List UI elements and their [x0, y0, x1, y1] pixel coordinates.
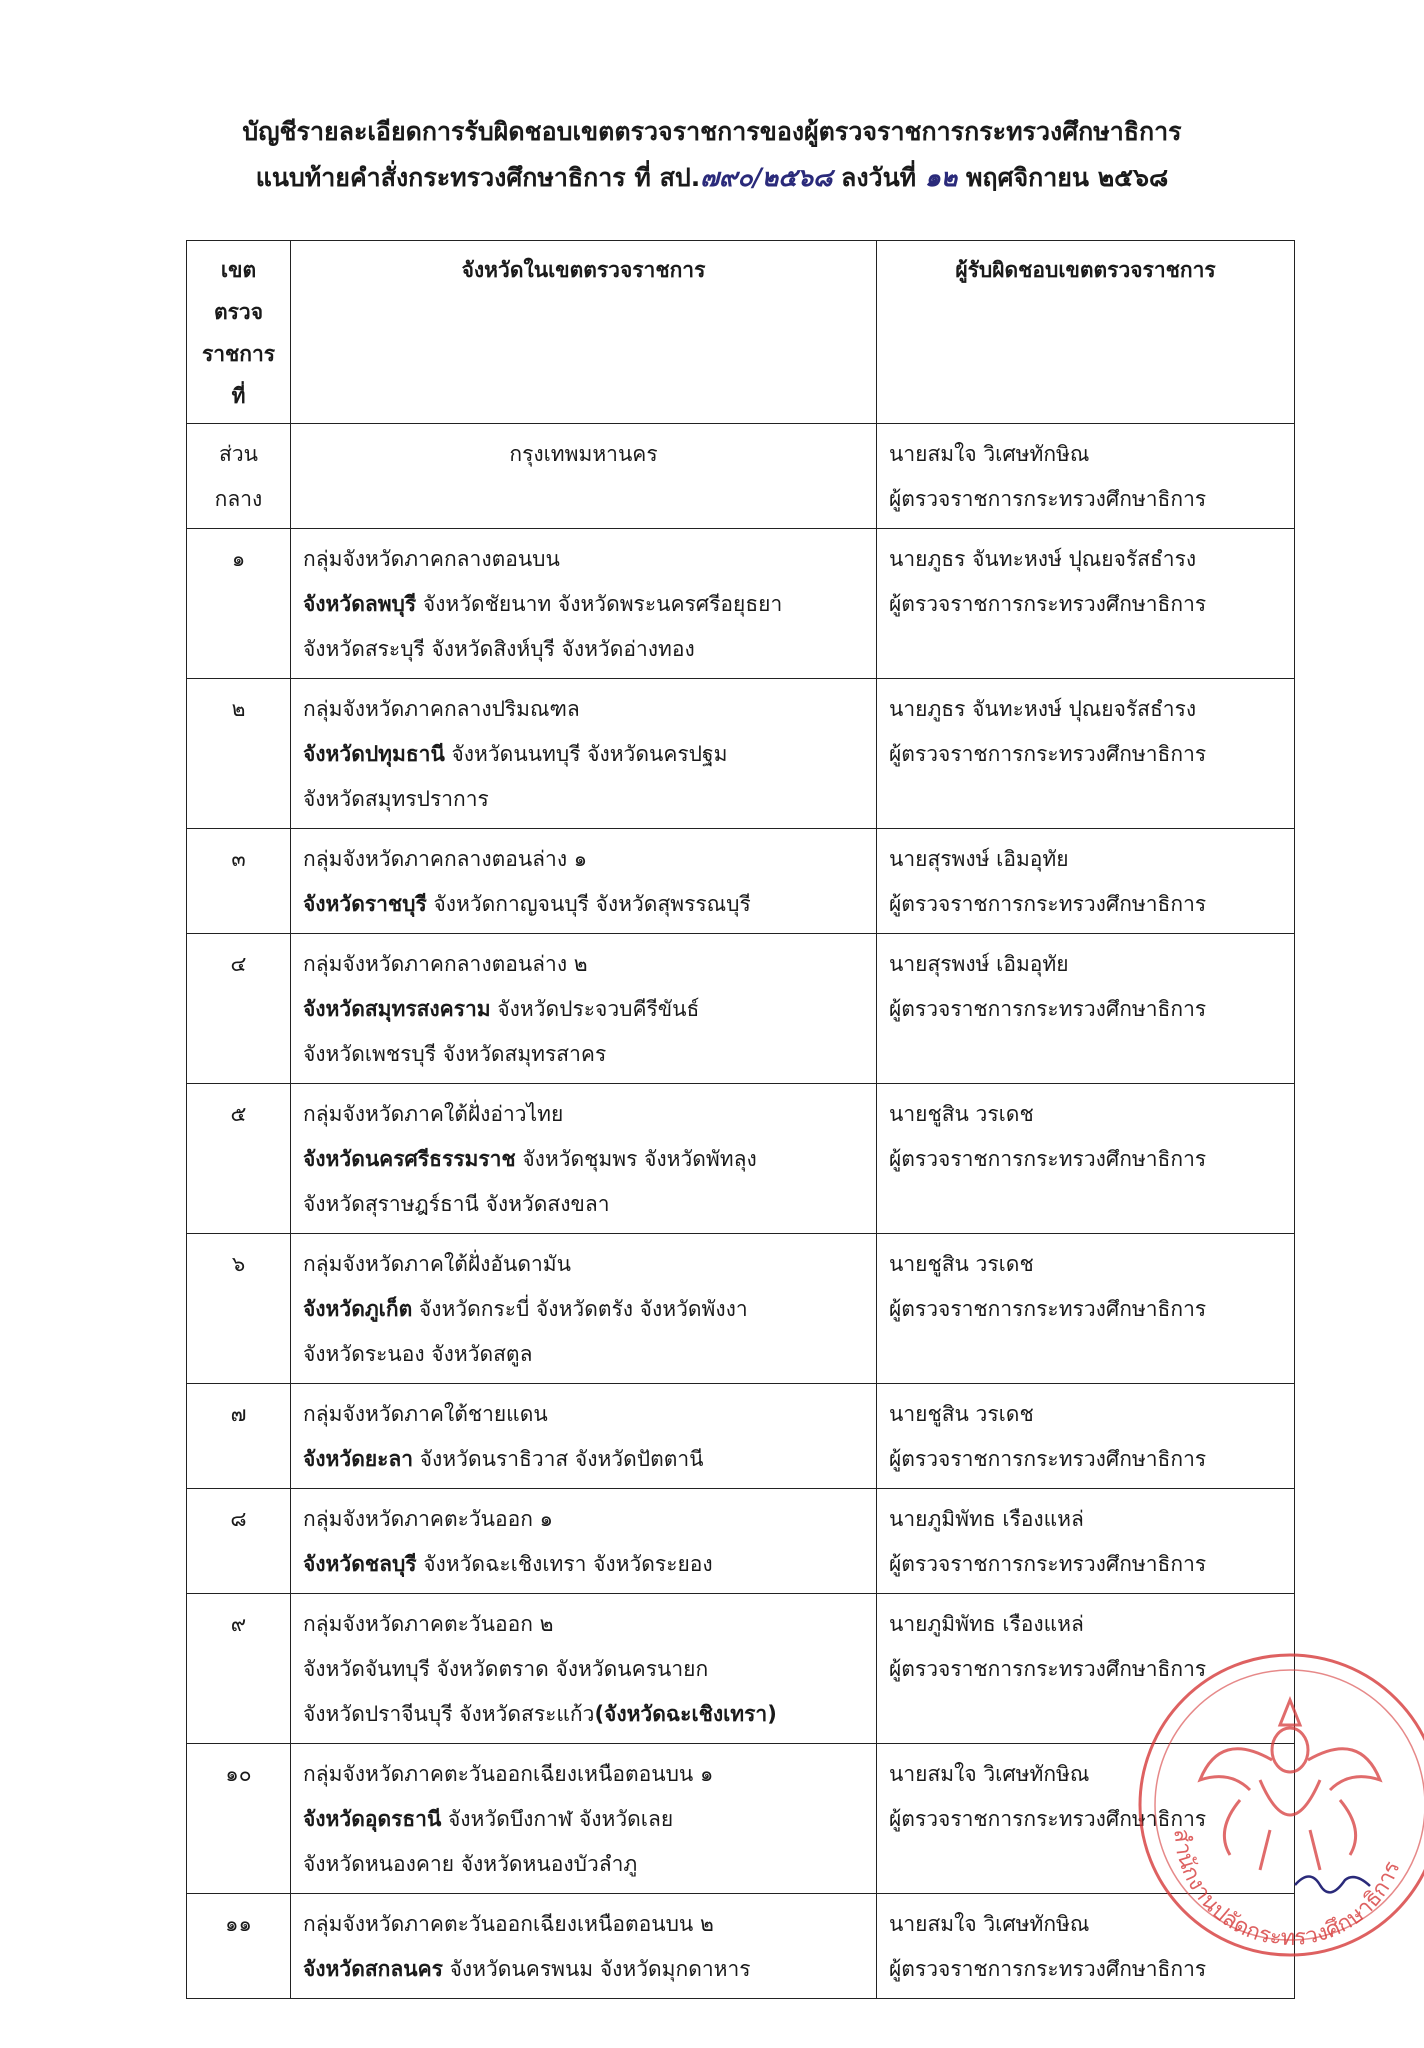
- table-row: [187, 1489, 1295, 1594]
- inspector-cell: [877, 934, 1295, 1084]
- province-names: จังหวัดชัยนาท จังหวัดพระนครศรีอยุธยา: [416, 592, 783, 616]
- lead-province: จังหวัดชลบุรี: [303, 1552, 417, 1576]
- region-number: ๘: [187, 1489, 291, 1594]
- order-prefix: แนบท้ายคำสั่งกระทรวงศึกษาธิการ ที่ สป.: [255, 163, 701, 192]
- province-list-line: [303, 627, 864, 672]
- table-row: [187, 679, 1295, 829]
- table-row: [187, 934, 1295, 1084]
- inspector-name: นายชูสิน วรเดช: [889, 1102, 1034, 1126]
- table-row: [187, 1084, 1295, 1234]
- inspector-name: นายสมใจ วิเศษทักษิณ: [889, 1762, 1090, 1786]
- province-names: จังหวัดกระบี่ จังหวัดตรัง จังหวัดพังงา: [412, 1297, 748, 1321]
- inspector-title: ผู้ตรวจราชการกระทรวงศึกษาธิการ: [889, 1147, 1207, 1171]
- region-number: ๖: [187, 1234, 291, 1384]
- header-region-line2: ราชการที่: [201, 342, 276, 408]
- province-cell: [291, 1594, 877, 1744]
- province-names: จังหวัดระนอง จังหวัดสตูล: [303, 1342, 533, 1366]
- province-names: จังหวัดนราธิวาส จังหวัดปัตตานี: [413, 1447, 704, 1471]
- header-inspector: ผู้รับผิดชอบเขตตรวจราชการ: [877, 241, 1295, 424]
- region-number: ๑๑: [187, 1894, 291, 1999]
- lead-province: จังหวัดยะลา: [303, 1447, 414, 1471]
- inspector-title: ผู้ตรวจราชการกระทรวงศึกษาธิการ: [889, 742, 1207, 766]
- province-names: จังหวัดสระบุรี จังหวัดสิงห์บุรี จังหวัดอ่างทอง: [303, 637, 695, 661]
- province-cell: [291, 934, 877, 1084]
- province-group: กลุ่มจังหวัดภาคกลางตอนล่าง ๑: [303, 847, 588, 871]
- lead-province: จังหวัดนครศรีธรรมราช: [303, 1147, 516, 1171]
- inspector-name: นายชูสิน วรเดช: [889, 1402, 1034, 1426]
- province-names: จังหวัดหนองคาย จังหวัดหนองบัวลำภู: [303, 1852, 638, 1876]
- inspector-cell: [877, 829, 1295, 934]
- inspector-title: ผู้ตรวจราชการกระทรวงศึกษาธิการ: [889, 1552, 1207, 1576]
- inspector-name: นายภูมิพัทธ เรืองแหล่: [889, 1507, 1084, 1531]
- province-cell: [291, 679, 877, 829]
- inspector-name: นายสุรพงษ์ เอิมอุทัย: [889, 847, 1069, 871]
- province-names: จังหวัดนครพนม จังหวัดมุกดาหาร: [442, 1957, 751, 1981]
- province-names: จังหวัดจันทบุรี จังหวัดตราด จังหวัดนครนายก: [303, 1657, 709, 1681]
- table-header-row: [187, 241, 1295, 424]
- header-region: [187, 241, 291, 424]
- province-group: กลุ่มจังหวัดภาคตะวันออก ๑: [303, 1507, 553, 1531]
- province-list-line: [303, 1647, 864, 1692]
- region-number: ๑๐: [187, 1744, 291, 1894]
- inspector-cell: [877, 679, 1295, 829]
- date-label: ลงวันที่: [841, 163, 917, 192]
- inspector-name: นายชูสิน วรเดช: [889, 1252, 1034, 1276]
- province-group: กลุ่มจังหวัดภาคตะวันออก ๒: [303, 1612, 554, 1636]
- table-row: [187, 1234, 1295, 1384]
- inspector-title: ผู้ตรวจราชการกระทรวงศึกษาธิการ: [889, 997, 1207, 1021]
- province-list-line: [303, 1032, 864, 1077]
- province-list-line: [303, 1437, 864, 1482]
- inspector-title: ผู้ตรวจราชการกระทรวงศึกษาธิการ: [889, 1957, 1207, 1981]
- date-day: ๑๒: [924, 163, 958, 192]
- lead-province: จังหวัดภูเก็ต: [303, 1297, 413, 1321]
- province-group: กลุ่มจังหวัดภาคกลางตอนล่าง ๒: [303, 952, 588, 976]
- province-group: กลุ่มจังหวัดภาคตะวันออกเฉียงเหนือตอนบน ๒: [303, 1912, 714, 1936]
- province-list-line: [303, 777, 864, 822]
- document-subtitle: [0, 158, 1424, 198]
- province-group: กลุ่มจังหวัดภาคใต้ฝั่งอ่าวไทย: [303, 1102, 564, 1126]
- header-provinces: จังหวัดในเขตตรวจราชการ: [291, 241, 877, 424]
- province-list-line: [303, 1332, 864, 1377]
- inspector-title: ผู้ตรวจราชการกระทรวงศึกษาธิการ: [889, 1297, 1207, 1321]
- province-cell: [291, 529, 877, 679]
- region-number: ๒: [187, 679, 291, 829]
- lead-province: จังหวัดราชบุรี: [303, 892, 427, 916]
- province-list-line: [303, 1947, 864, 1992]
- table-row: [187, 829, 1295, 934]
- order-number: ๗๙๐/๒๕๖๘: [700, 163, 833, 192]
- header-region-line1: เขตตรวจ: [213, 258, 263, 324]
- province-names: จังหวัดนนทบุรี จังหวัดนครปฐม: [444, 742, 728, 766]
- province-group: กลุ่มจังหวัดภาคตะวันออกเฉียงเหนือตอนบน ๑: [303, 1762, 714, 1786]
- inspector-title: ผู้ตรวจราชการกระทรวงศึกษาธิการ: [889, 892, 1207, 916]
- table-row: [187, 1384, 1295, 1489]
- lead-province-note: (จังหวัดฉะเชิงเทรา): [594, 1702, 777, 1726]
- inspector-cell: [877, 1084, 1295, 1234]
- province-names: จังหวัดสุราษฎร์ธานี จังหวัดสงขลา: [303, 1192, 610, 1216]
- inspector-name: นายสมใจ วิเศษทักษิณ: [889, 1912, 1090, 1936]
- document-title: บัญชีรายละเอียดการรับผิดชอบเขตตรวจราชการของผู้ตรวจราชการกระทรวงศึกษาธิการ: [242, 117, 1182, 146]
- inspector-cell: [877, 424, 1295, 529]
- province-list-line: [303, 582, 864, 627]
- lead-province: จังหวัดอุดรธานี: [303, 1807, 442, 1831]
- province-names: จังหวัดสมุทรปราการ: [303, 787, 489, 811]
- province-names: จังหวัดประจวบคีรีขันธ์: [490, 997, 700, 1021]
- province-list-line: [303, 1287, 864, 1332]
- province-list-line: [303, 882, 864, 927]
- province-names: จังหวัดบึงกาฬ จังหวัดเลย: [441, 1807, 674, 1831]
- date-month-year: พฤศจิกายน ๒๕๖๘: [965, 163, 1169, 192]
- region-number: ๕: [187, 1084, 291, 1234]
- inspector-title: ผู้ตรวจราชการกระทรวงศึกษาธิการ: [889, 1807, 1207, 1831]
- lead-province: จังหวัดสมุทรสงคราม: [303, 997, 491, 1021]
- province-cell: [291, 829, 877, 934]
- province-list-line: [303, 732, 864, 777]
- province-group: กลุ่มจังหวัดภาคใต้ฝั่งอันดามัน: [303, 1252, 571, 1276]
- inspector-title: ผู้ตรวจราชการกระทรวงศึกษาธิการ: [889, 1447, 1207, 1471]
- inspector-name: นายสุรพงษ์ เอิมอุทัย: [889, 952, 1069, 976]
- province-group: กลุ่มจังหวัดภาคกลางปริมณฑล: [303, 697, 580, 721]
- inspector-name: นายภูมิพัทธ เรืองแหล่: [889, 1612, 1084, 1636]
- province-list-line: [303, 987, 864, 1032]
- inspector-name: นายภูธร จันทะหงษ์ ปุณยจรัสธำรง: [889, 547, 1197, 571]
- region-number: ๑: [187, 529, 291, 679]
- lead-province: จังหวัดปทุมธานี: [303, 742, 445, 766]
- province-list-line: [303, 1842, 864, 1887]
- province-cell: [291, 424, 877, 529]
- province-list-line: [303, 1797, 864, 1842]
- region-number: ๙: [187, 1594, 291, 1744]
- inspector-title: ผู้ตรวจราชการกระทรวงศึกษาธิการ: [889, 1657, 1207, 1681]
- province-group: กลุ่มจังหวัดภาคใต้ชายแดน: [303, 1402, 548, 1426]
- region-number: ๔: [187, 934, 291, 1084]
- province-cell: [291, 1489, 877, 1594]
- inspector-title: ผู้ตรวจราชการกระทรวงศึกษาธิการ: [889, 487, 1207, 511]
- table-row: [187, 529, 1295, 679]
- inspector-cell: [877, 529, 1295, 679]
- garuda-seal-icon: [1120, 1640, 1424, 1970]
- province-group: กลุ่มจังหวัดภาคกลางตอนบน: [303, 547, 560, 571]
- province-names: จังหวัดกาญจนบุรี จังหวัดสุพรรณบุรี: [426, 892, 751, 916]
- province-cell: [291, 1744, 877, 1894]
- province-group: กรุงเทพมหานคร: [509, 442, 658, 466]
- inspector-title: ผู้ตรวจราชการกระทรวงศึกษาธิการ: [889, 592, 1207, 616]
- lead-province: จังหวัดสกลนคร: [303, 1957, 443, 1981]
- province-list-line: [303, 1692, 864, 1737]
- inspector-name: นายสมใจ วิเศษทักษิณ: [889, 442, 1090, 466]
- province-cell: [291, 1234, 877, 1384]
- province-list-line: [303, 1542, 864, 1587]
- inspector-cell: [877, 1384, 1295, 1489]
- province-cell: [291, 1894, 877, 1999]
- province-names: จังหวัดเพชรบุรี จังหวัดสมุทรสาคร: [303, 1042, 607, 1066]
- province-list-line: [303, 1137, 864, 1182]
- province-cell: [291, 1384, 877, 1489]
- province-names: จังหวัดชุมพร จังหวัดพัทลุง: [515, 1147, 757, 1171]
- province-cell: [291, 1084, 877, 1234]
- inspector-cell: [877, 1234, 1295, 1384]
- region-number: ส่วนกลาง: [187, 424, 291, 529]
- province-names: จังหวัดปราจีนบุรี จังหวัดสระแก้ว: [303, 1702, 595, 1726]
- province-list-line: [303, 1182, 864, 1227]
- province-names: จังหวัดฉะเชิงเทรา จังหวัดระยอง: [416, 1552, 713, 1576]
- seal-text: สำนักงานปลัดกระทรวงศึกษาธิการ: [1168, 1827, 1406, 1952]
- lead-province: จังหวัดลพบุรี: [303, 592, 417, 616]
- region-number: ๓: [187, 829, 291, 934]
- table-row: [187, 424, 1295, 529]
- inspector-cell: [877, 1489, 1295, 1594]
- region-number: ๗: [187, 1384, 291, 1489]
- inspector-name: นายภูธร จันทะหงษ์ ปุณยจรัสธำรง: [889, 697, 1197, 721]
